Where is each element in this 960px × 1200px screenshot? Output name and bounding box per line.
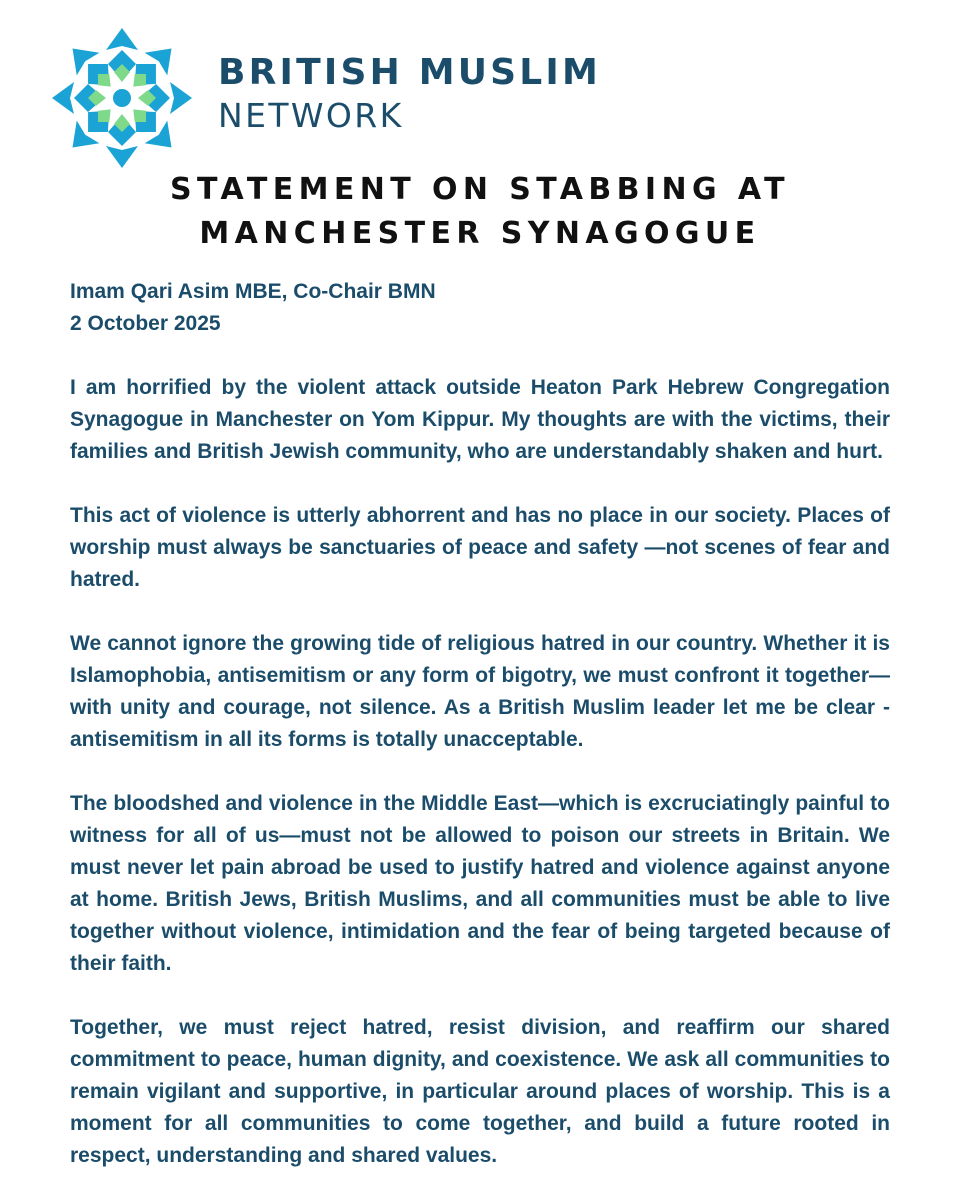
star-burst-logo-icon [44,20,200,176]
brand-name-line2: NETWORK [218,96,404,135]
statement-meta [70,276,890,340]
author-line: Imam Qari Asim MBE, Co-Chair BMN [70,280,436,303]
statement-body [70,276,890,1172]
brand-wordmark [218,52,601,135]
title-line1: STATEMENT ON STABBING AT [170,172,790,207]
paragraph-3: We cannot ignore the growing tide of religious hatred in our country. Whether it is Islamophobia, antisemitism or any form of bigotry, we must confront it together—with unity and courage, not silence. As a British Muslim leader let me be clear - antisemitism in all its forms is totally unacceptable. [70,632,890,751]
paragraph-4: The bloodshed and violence in the Middle East—which is excruciatingly painful to witness for all of us—must not be allowed to poison our streets in Britain. We must never let pain abroad be used to justify hatred and violence against anyone at home. British Jews, British Muslims, and all communities must be able to live together without violence, intimidation and the fear of being targeted because of their faith. [70,792,890,975]
paragraph-5: Together, we must reject hatred, resist division, and reaffirm our shared commitment to peace, human dignity, and coexistence. We ask all communities to remain vigilant and supportive, in particular around places of worship. This is a moment for all communities to come together, and build a future rooted in respect, understanding and shared values. [70,1016,890,1167]
statement-title [0,168,960,256]
date-line: 2 October 2025 [70,312,221,335]
title-line2: MANCHESTER SYNAGOGUE [199,216,761,251]
paragraph-1: I am horrified by the violent attack outside Heaton Park Hebrew Congregation Synagogue in Manchester on Yom Kippur. My thoughts are with the victims, their families and British Jewish community, who are understandably shaken and hurt. [70,376,890,463]
paragraph-2: This act of violence is utterly abhorrent and has no place in our society. Places of worship must always be sanctuaries of peace and safety —not scenes of fear and hatred. [70,504,890,591]
brand-name-line1: BRITISH MUSLIM [218,52,602,93]
